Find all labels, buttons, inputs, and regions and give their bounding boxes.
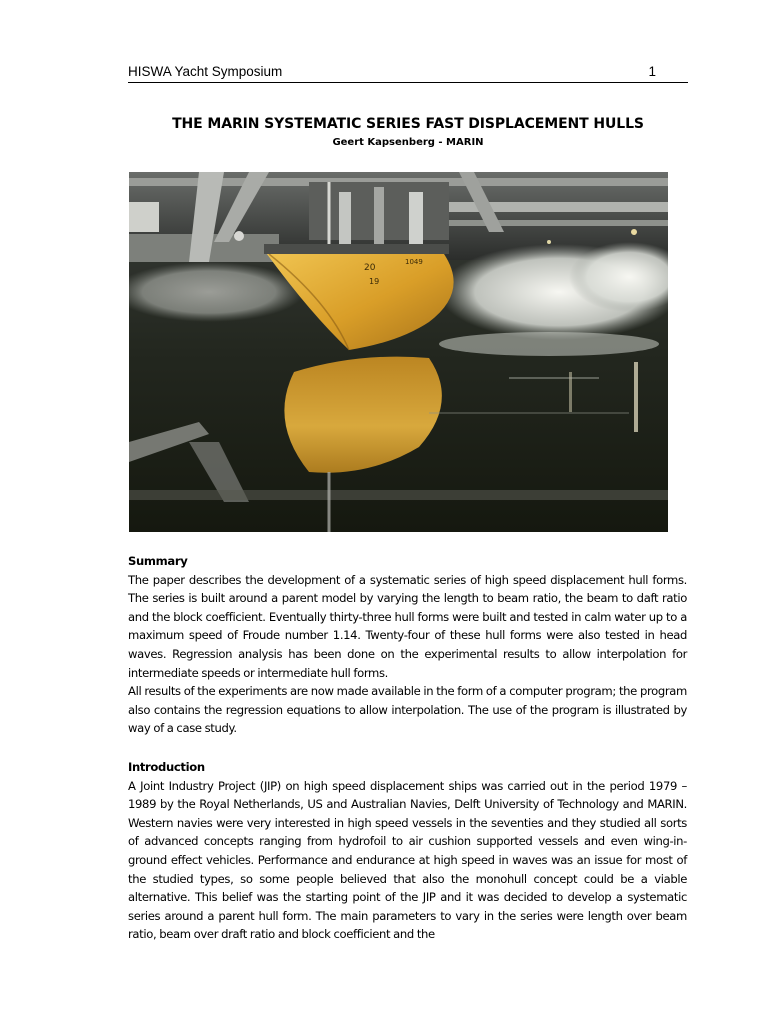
hull-model-photo — [129, 172, 668, 532]
summary-heading: Summary — [128, 554, 188, 568]
running-title: HISWA Yacht Symposium — [128, 64, 283, 79]
hull-marking-20: 20 — [364, 263, 376, 273]
introduction-heading: Introduction — [128, 760, 205, 774]
page-number: 1 — [648, 64, 656, 79]
hull-marking-19: 19 — [369, 277, 380, 286]
introduction-section — [128, 758, 687, 944]
summary-paragraph: The paper describes the development of a systematic series of high speed displacement hull forms. The series is built around a parent model by varying the length to beam ratio, the beam to daft ratio and the block coefficient. Eventually thirty-three hull forms were built and tested in calm water up to a maximum speed of Froude number 1.14. Twenty-four of these hull forms were also tested in head waves. Regression analysis has been done on the experimental results to allow interpolation for intermediate speeds or intermediate hull forms. — [128, 572, 687, 680]
hull-marking-1049: 1049 — [405, 258, 423, 266]
summary-section — [128, 552, 687, 738]
running-header — [128, 64, 688, 83]
introduction-paragraph: A Joint Industry Project (JIP) on high speed displacement ships was carried out in the period 1979 – 1989 by the Royal Netherlands, US and Australian Navies, Delft University of Technology and MARIN. Western navies were very interested in high speed vessels in the seventies and they studied all sorts of advanced concepts ranging from hydrofoil to air cushion supported vessels and even wing-in-ground effect vehicles. Performance and endurance at high speed in waves was an issue for most of the studied types, so some people believed that also the monohull concept could be a viable alternative. This belief was the starting point of the JIP and it was decided to develop a systematic series around a parent hull form. The main parameters to vary in the series were length over beam ratio, beam over draft ratio and block coefficient and the — [128, 778, 687, 942]
summary-paragraph: All results of the experiments are now made available in the form of a computer program; the program also contains the regression equations to allow interpolation. The use of the program is illustrated by way of a case study. — [128, 684, 687, 736]
paper-title: THE MARIN SYSTEMATIC SERIES FAST DISPLACEMENT HULLS — [172, 116, 644, 132]
paper-author: Geert Kapsenberg - MARIN — [332, 137, 484, 148]
